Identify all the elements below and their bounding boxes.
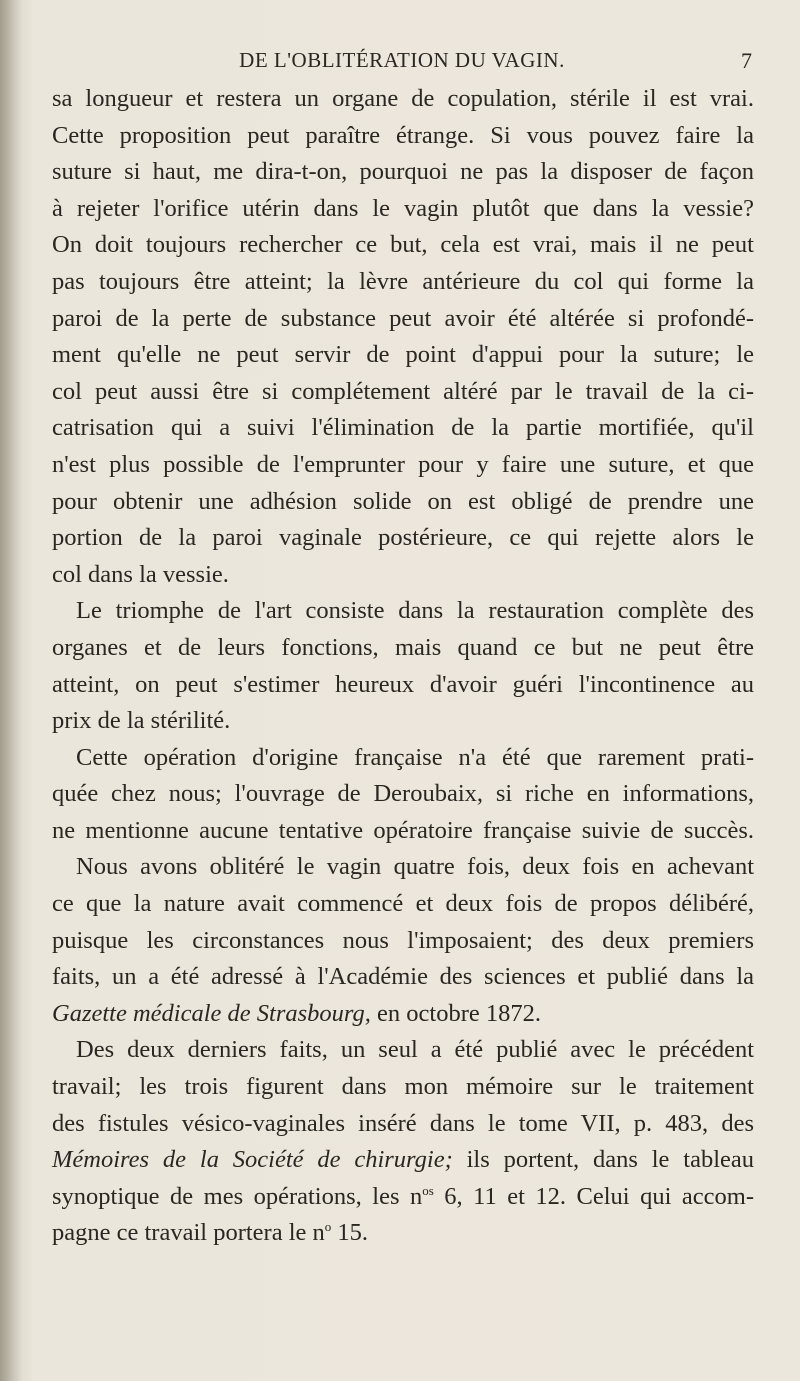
text-line (52, 1179, 754, 1216)
text-line: puisque les circonstances nous l'imposaient; des deux premiers (52, 926, 754, 954)
text-line: Le triomphe de l'art consiste dans la restauration complète des (76, 597, 754, 625)
superscript: os (422, 1182, 434, 1198)
text-line: prix de la stérilité. (52, 707, 231, 735)
text-line: des fistules vésico-vaginales inséré dans le tome VII, p. 483, des (52, 1109, 754, 1137)
text-line (52, 1215, 754, 1252)
text-line: quée chez nous; l'ouvrage de Deroubaix, si riche en informations, (52, 780, 754, 808)
text-line (52, 1142, 754, 1179)
text-line: suture si haut, me dira-t-on, pourquoi ne pas la disposer de façon (52, 158, 754, 186)
text-line: sa longueur et restera un organe de copulation, stérile il est vrai. (52, 85, 754, 112)
text-fragment: 6, 11 et 12. Celui qui accom- (433, 1182, 754, 1210)
body-text (52, 81, 754, 1252)
journal-title: Gazette médicale de Strasbourg, (52, 999, 371, 1027)
page-number: 7 (741, 48, 752, 73)
text-line: atteint, on peut s'estimer heureux d'avoir guéri l'incontinence au (52, 670, 754, 698)
text-line: ne mentionne aucune tentative opératoire française suivie de succès. (52, 816, 754, 844)
citation-rest: ils portent, dans le tableau (452, 1146, 755, 1174)
binding-shadow (0, 0, 22, 1381)
text-line: On doit toujours rechercher ce but, cela est vrai, mais il ne peut (52, 231, 754, 259)
text-line: Cette proposition peut paraître étrange. Si vous pouvez faire la (52, 121, 754, 149)
text-line: à rejeter l'orifice utérin dans le vagin plutôt que dans la vessie? (52, 194, 754, 222)
text-line: ce que la nature avait commencé et deux fois de propos délibéré, (52, 890, 754, 918)
memoir-title: Mémoires de la Société de chirurgie; (52, 1146, 453, 1174)
text-line: ment qu'elle ne peut servir de point d'appui pour la suture; le (52, 341, 754, 369)
text-line: pour obtenir une adhésion solide on est obligé de prendre une (52, 487, 754, 515)
text-line: faits, un a été adressé à l'Académie des sciences et publié dans la (52, 963, 754, 991)
text-line: col dans la vessie. (52, 560, 229, 588)
superscript: o (324, 1219, 332, 1235)
text-fragment: synoptique de mes opérations, les n (52, 1182, 423, 1210)
text-line: Des deux derniers faits, un seul a été publié avec le précédent (76, 1036, 754, 1064)
running-title: DE L'OBLITÉRATION DU VAGIN. (239, 48, 565, 72)
text-line: travail; les trois figurent dans mon mémoire sur le traitement (52, 1073, 754, 1101)
text-line: organes et de leurs fonctions, mais quand ce but ne peut être (52, 633, 754, 661)
citation-rest: en octobre 1872. (370, 999, 541, 1027)
text-line: pas toujours être atteint; la lèvre antérieure du col qui forme la (52, 267, 754, 295)
text-line: paroi de la perte de substance peut avoir été altérée si profondé- (52, 304, 754, 332)
text-fragment: pagne ce travail portera le n (52, 1219, 325, 1247)
text-line: portion de la paroi vaginale postérieure, ce qui rejette alors le (52, 524, 754, 552)
text-line: col peut aussi être si complétement altéré par le travail de la ci- (52, 377, 754, 405)
text-line: n'est plus possible de l'emprunter pour y faire une suture, et que (52, 450, 754, 478)
text-line: Cette opération d'origine française n'a été que rarement prati- (76, 743, 754, 771)
page-header (52, 48, 752, 78)
text-line: Nous avons oblitéré le vagin quatre fois, deux fois en achevant (76, 853, 754, 881)
text-line: catrisation qui a suivi l'élimination de la partie mortifiée, qu'il (52, 414, 754, 442)
text-line (52, 996, 754, 1033)
text-fragment: 15. (331, 1219, 369, 1247)
